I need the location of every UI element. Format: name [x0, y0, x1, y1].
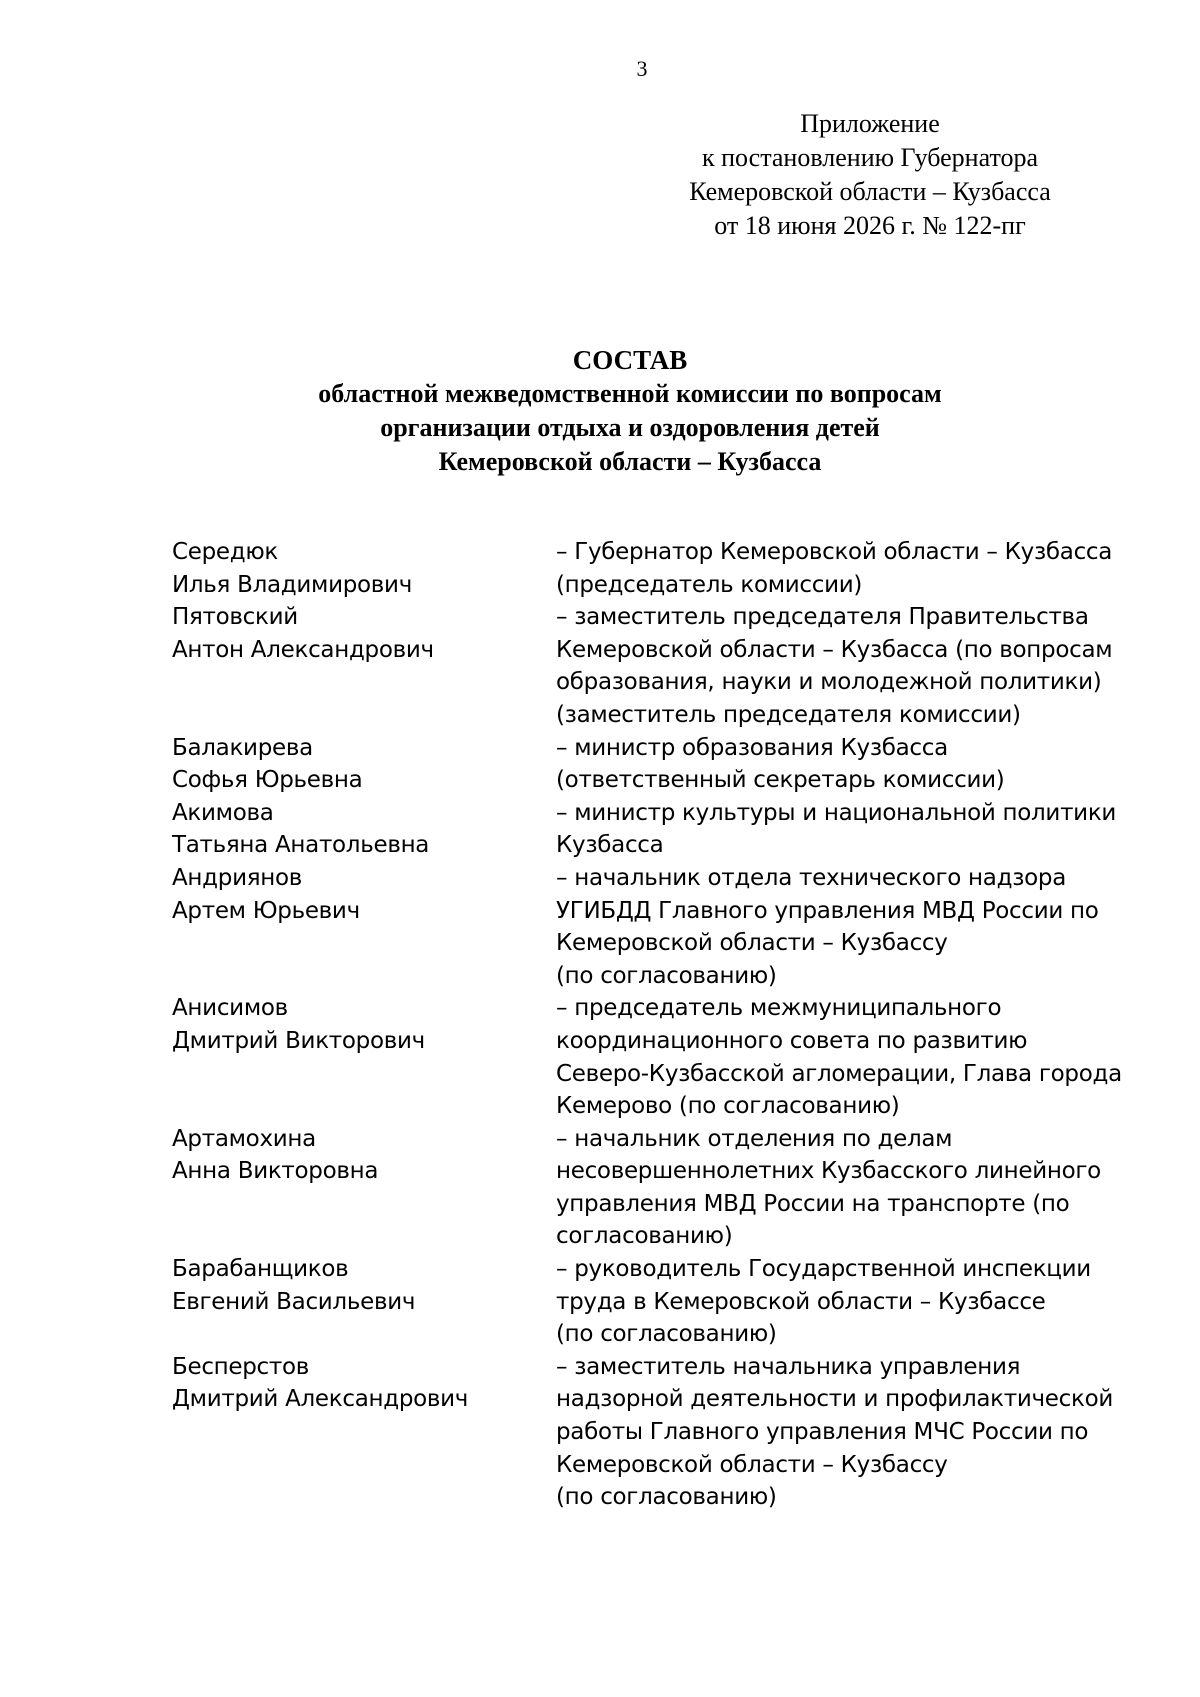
- member-given-names: Софья Юрьевна: [172, 767, 363, 794]
- member-surname: Барабанщиков: [172, 1256, 349, 1283]
- member-role-line: – начальник отделения по делам: [556, 1125, 953, 1152]
- member-name: [172, 1351, 556, 1514]
- member-given-names: Илья Владимирович: [172, 571, 412, 598]
- member-role: [556, 536, 1172, 601]
- member-role-line: Кемерово (по согласованию): [556, 1093, 900, 1120]
- member-name: [172, 1123, 556, 1253]
- member-role-line: надзорной деятельности и профилактической: [556, 1386, 1114, 1413]
- title-line: Кемеровской области – Кузбасса: [438, 447, 822, 476]
- member-role: [556, 1253, 1172, 1351]
- member-name: [172, 601, 556, 731]
- appendix-line: от 18 июня 2026 г. № 122-пг: [714, 211, 1026, 240]
- member-role-line: – Губернатор Кемеровской области – Кузбасса: [556, 539, 1113, 565]
- member-role-line: – председатель межмуниципального: [556, 995, 1002, 1022]
- member-row: [172, 797, 1172, 862]
- member-row: [172, 601, 1172, 731]
- title-line: организации отдыха и оздоровления детей: [380, 413, 880, 442]
- member-role-line: Кемеровской области – Кузбассу: [556, 930, 948, 957]
- member-given-names: Артем Юрьевич: [172, 897, 360, 924]
- member-row: [172, 536, 1172, 601]
- member-role: [556, 732, 1172, 797]
- member-surname: Артамохина: [172, 1125, 316, 1152]
- member-row: [172, 732, 1172, 797]
- member-role-line: – руководитель Государственной инспекции: [556, 1256, 1091, 1283]
- member-surname: Балакирева: [172, 734, 313, 761]
- member-role-line: (ответственный секретарь комиссии): [556, 767, 1005, 794]
- member-role: [556, 1123, 1172, 1253]
- member-given-names: Дмитрий Александрович: [172, 1386, 469, 1413]
- member-role-line: Кемеровской области – Кузбассу: [556, 1451, 948, 1478]
- member-name: [172, 797, 556, 862]
- member-surname: Акимова: [172, 799, 274, 826]
- member-role-line: (председатель комиссии): [556, 571, 863, 598]
- member-role-line: – заместитель начальника управления: [556, 1353, 1021, 1380]
- member-role-line: Кузбасса: [556, 832, 664, 859]
- member-role-line: (по согласованию): [556, 1321, 777, 1348]
- member-role: [556, 862, 1172, 992]
- member-surname: Пятовский: [172, 604, 298, 631]
- member-role-line: координационного совета по развитию: [556, 1027, 1028, 1054]
- appendix-line: к постановлению Губернатора: [701, 143, 1039, 172]
- document-title: [170, 343, 1090, 479]
- member-name: [172, 536, 556, 601]
- member-role: [556, 797, 1172, 862]
- member-given-names: Татьяна Анатольевна: [172, 832, 430, 859]
- member-surname: Анисимов: [172, 995, 288, 1022]
- member-role-line: – начальник отдела технического надзора: [556, 864, 1066, 891]
- member-role-line: несовершеннолетних Кузбасского линейного: [556, 1158, 1101, 1185]
- member-role-line: УГИБДД Главного управления МВД России по: [556, 897, 1099, 924]
- member-given-names: Евгений Васильевич: [172, 1288, 416, 1315]
- member-role-line: образования, науки и молодежной политики): [556, 669, 1102, 696]
- member-role-line: Северо-Кузбасской агломерации, Глава города: [556, 1060, 1122, 1087]
- member-role-line: труда в Кемеровской области – Кузбассе: [556, 1288, 1046, 1315]
- member-row: [172, 1253, 1172, 1351]
- appendix-line: Приложение: [800, 109, 940, 138]
- members-list: [172, 536, 1172, 1514]
- member-surname: Андриянов: [172, 864, 303, 891]
- member-role-line: согласованию): [556, 1223, 733, 1250]
- member-given-names: Антон Александрович: [172, 636, 434, 663]
- member-name: [172, 1253, 556, 1351]
- member-role-line: работы Главного управления МЧС России по: [556, 1419, 1089, 1446]
- title-main: СОСТАВ: [572, 345, 688, 375]
- member-role-line: (по согласованию): [556, 962, 777, 989]
- member-name: [172, 992, 556, 1122]
- member-role-line: Кемеровской области – Кузбасса (по вопросам: [556, 636, 1113, 663]
- member-role-line: управления МВД России на транспорте (по: [556, 1190, 1070, 1217]
- member-role: [556, 601, 1172, 731]
- member-name: [172, 862, 556, 992]
- member-row: [172, 862, 1172, 992]
- appendix-header: [660, 107, 1080, 243]
- member-row: [172, 1123, 1172, 1253]
- member-surname: Бесперстов: [172, 1353, 310, 1380]
- member-role-line: (заместитель председателя комиссии): [556, 701, 1021, 728]
- member-role-line: – министр культуры и национальной политики: [556, 799, 1117, 826]
- member-given-names: Дмитрий Викторович: [172, 1027, 425, 1054]
- member-role: [556, 1351, 1172, 1514]
- member-role-line: – заместитель председателя Правительства: [556, 604, 1089, 631]
- member-row: [172, 992, 1172, 1122]
- member-role-line: – министр образования Кузбасса: [556, 734, 948, 761]
- member-row: [172, 1351, 1172, 1514]
- member-surname: Середюк: [172, 539, 279, 565]
- member-name: [172, 732, 556, 797]
- member-given-names: Анна Викторовна: [172, 1158, 379, 1185]
- member-role-line: (по согласованию): [556, 1484, 777, 1511]
- appendix-line: Кемеровской области – Кузбасса: [689, 177, 1051, 206]
- title-line: областной межведомственной комиссии по вопросам: [318, 379, 942, 408]
- page-number: 3: [636, 56, 648, 81]
- member-role: [556, 992, 1172, 1122]
